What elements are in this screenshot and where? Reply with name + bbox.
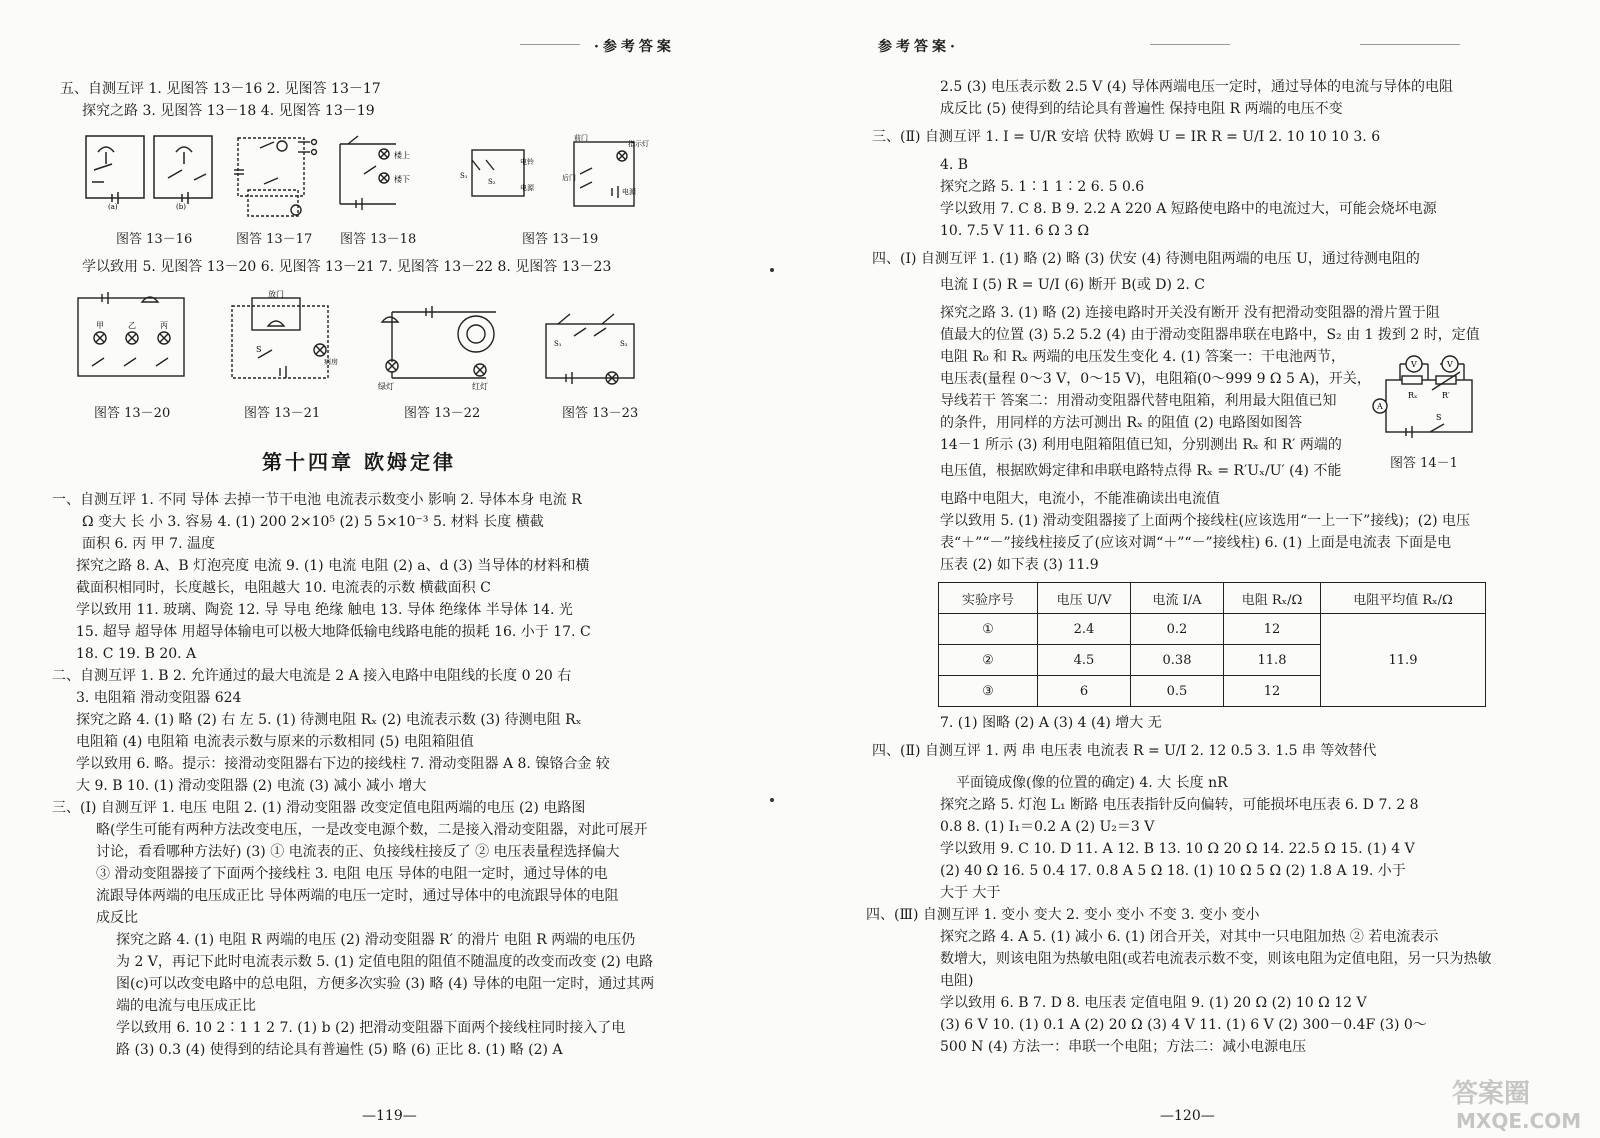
text-line: 探究之路 5. 1∶1 1∶2 6. 5 0.6 [940,179,1145,195]
text-line: 值最大的位置 (3) 5.2 5.2 (4) 由于滑动变阻器串联在电路中，S₂ 由 1 拨到 2 时，定值 [940,327,1480,343]
text-line: 三、(Ⅱ) 自测互评 1. I = U/R 安培 伏特 欧姆 U = IR R = U/I 2. 10 10 10 3. 6 [872,129,1381,145]
fig-label: 电源 [622,188,636,196]
binding-mark [770,798,774,802]
text-line: 探究之路 4. (1) 电阻 R 两端的电压 (2) 滑动变阻器 R′ 的滑片 电阻 R 两端的电压仍 [116,932,636,948]
text-line: 学以致用 9. C 10. D 11. A 12. B 13. 10 Ω 20 Ω 14. 22.5 Ω 15. (1) 4 V [940,841,1415,857]
circuit-diagram [72,288,192,384]
figure-14-1 [1370,350,1480,442]
text-line: 的条件，用同样的方法可测出 Rₓ 的阻值 (2) 电路图如图答 [940,415,1303,431]
text-line: 14－1 所示 (3) 利用电阻箱阻值已知，分别测出 Rₓ 和 R′ 两端的 [940,437,1342,453]
figure-13-19 [452,130,649,212]
page-number: —119— [362,1108,417,1124]
watermark-graphic [1446,1072,1596,1134]
text-line: 探究之路 5. 灯泡 L₁ 断路 电压表指针反向偏转，可能损坏电压表 6. D 7. 2 8 [940,797,1419,813]
text-line: 电路中电阻大，电流小，不能准确读出电流值 [940,491,1220,507]
figure-caption: 图答 13－18 [340,232,417,247]
text-line: 18. C 19. B 20. A [76,646,197,662]
header-rule [1150,44,1230,45]
text-line: 成反比 [96,910,138,926]
fig-label: 绿灯 [378,382,394,391]
fig-label: S₁ [460,172,468,180]
fig-label: 丙 [160,321,168,330]
header-rule [1360,44,1460,45]
text-line: 三、(Ⅰ) 自测互评 1. 电压 电阻 2. (1) 滑动变阻器 改变定值电阻两端的电压 (2) 电路图 [52,800,586,816]
text-line: 导线若干 答案二：用滑动变阻器代替电阻箱，利用最大阻值已知 [940,393,1337,409]
circuit-diagram [1370,350,1480,442]
fig-label: (b) [176,203,186,211]
fig-label: A [1377,402,1383,411]
text-line: 探究之路 8. A、B 灯泡亮度 电流 9. (1) 电流 电阻 (2) a、d (3) 当导体的材料和横 [76,558,590,574]
text-line: 学以致用 5. 见图答 13－20 6. 见图答 13－21 7. 见图答 13－22 8. 见图答 13－23 [82,259,612,275]
figure-13-17 [230,130,330,222]
text-line: 成反比 (5) 使得到的结论具有普遍性 保持电阻 R 两端的电压不变 [940,101,1343,117]
fig-label: 楼上 [394,151,410,160]
table-header: 电阻平均值 Rₓ/Ω [1321,583,1486,614]
figure-13-23 [540,306,640,386]
fig-label: 楼下 [394,175,410,184]
fig-label: V [1447,360,1453,369]
fig-label: 放门 [268,290,284,299]
fig-label: (a) [108,203,118,211]
text-line: 四、(Ⅱ) 自测互评 1. 两 串 电压表 电流表 R = U/I 2. 12 0.5 3. 1.5 串 等效替代 [872,743,1377,759]
fig-label: 电源 [520,184,534,192]
fig-label: R′ [1442,391,1450,400]
figure-caption: 图答 13－20 [94,406,171,421]
figure-caption: 图答 13－19 [522,232,599,247]
text-line: 探究之路 4. A 5. (1) 减小 6. (1) 闭合开关，对其中一只电阻加热 ② 若电流表示 [940,929,1439,945]
fig-label: Rₓ [1408,391,1418,400]
text-line: 截面积相同时，长度越长，电阻越大 10. 电流表的示数 横截面积 C [76,580,491,596]
text-line: 流跟导体两端的电压成正比 导体两端的电压一定时，通过导体中的电流跟导体的电阻 [96,888,619,904]
figure-caption: 图答 13－22 [404,406,481,421]
circuit-diagram [82,130,222,210]
circuit-diagram [376,292,506,392]
figure-13-20 [72,288,192,384]
circuit-diagram [228,288,338,384]
text-line: 学以致用 5. (1) 滑动变阻器接了上面两个接线柱(应该选用“一上一下”接线)；(2) 电压 [940,513,1471,529]
fig-label: 红灯 [472,382,488,391]
text-line: 一、自测互评 1. 不同 导体 去掉一节干电池 电流表示数变小 影响 2. 导体本身 电流 R [52,492,582,508]
figure-caption: 图答 13－21 [244,406,321,421]
fig-label: 指示灯 [628,140,649,148]
right-page [800,0,1600,1138]
table-row [939,614,1486,645]
page-number: —120— [1160,1108,1215,1124]
fig-label: 乙 [128,321,136,330]
figure-13-16 [82,130,222,210]
table-header: 电压 U/V [1038,583,1131,614]
text-line: 7. (1) 图略 (2) A (3) 4 (4) 增大 无 [940,715,1162,731]
table-header: 电阻 Rₓ/Ω [1224,583,1321,614]
text-line: 图(c)可以改变电路中的总电阻，方便多次实验 (3) 略 (4) 导体的电阻一定时，通过其两 [116,976,655,992]
text-line: 平面镜成像(像的位置的确定) 4. 大 长度 nR [956,775,1228,791]
text-line: 学以致用 7. C 8. B 9. 2.2 A 220 A 短路使电路中的电流过大，可能会烧坏电源 [940,201,1437,217]
figure-caption: 图答 13－17 [236,232,313,247]
fig-label: V [1411,360,1417,369]
table-cell: 0.2 [1131,614,1224,645]
text-line: 学以致用 6. 略。提示：接滑动变阻器右下边的接线柱 7. 滑动变阻器 A 8. 镍铬合金 较 [76,756,610,772]
text-line: 大 9. B 10. (1) 滑动变阻器 (2) 电流 (3) 减小 减小 增大 [76,778,427,794]
fig-label: 后门 [562,174,576,182]
table-average-cell: 11.9 [1321,614,1486,707]
figure-13-18 [334,130,420,212]
text-line: 大于 大于 [940,885,1001,901]
figure-caption: 图答 13－23 [562,406,639,421]
fig-label: 甲 [96,321,104,330]
figure-caption: 图答 13－16 [116,232,193,247]
text-line: 3. 电阻箱 滑动变阻器 624 [76,690,242,706]
text-line: 路 (3) 0.3 (4) 使得到的结论具有普遍性 (5) 略 (6) 正比 8. (1) 略 (2) A [116,1042,563,1058]
figure-caption: 图答 14－1 [1390,456,1458,471]
text-line: ③ 滑动变阻器接了下面两个接线柱 3. 电阻 电压 导体的电阻一定时，通过导体的电 [96,866,608,882]
fig-label: 前门 [574,134,588,142]
text-line: 五、自测互评 1. 见图答 13－16 2. 见图答 13－17 [60,81,381,97]
fig-label: 电铃 [520,158,534,166]
text-line: 探究之路 3. 见图答 13－18 4. 见图答 13－19 [82,103,375,119]
text-line: 4. B [940,157,969,173]
text-line: 探究之路 4. (1) 略 (2) 右 左 5. (1) 待测电阻 Rₓ (2) 电流表示数 (3) 待测电阻 Rₓ [76,712,582,728]
table-header: 实验序号 [939,583,1038,614]
fig-label: S₂ [620,340,628,348]
text-line: 略(学生可能有两种方法改变电压，一是改变电源个数，二是接入滑动变阻器，对此可展开 [96,822,648,838]
header-rule [520,44,580,45]
text-line: 讨论，看看哪种方法好) (3) ① 电流表的正、负接线柱接反了 ② 电压表量程选择偏大 [96,844,620,860]
text-line: 表“＋”“－”接线柱接反了(应该对调“＋”“－”接线柱) 6. (1) 上面是电流表 下面是电 [940,535,1452,551]
text-line: 2.5 (3) 电压表示数 2.5 V (4) 导体两端电压一定时，通过导体的电流与导体的电阻 [940,79,1454,95]
text-line: 电流 I (5) R = U/I (6) 断开 B(或 D) 2. C [940,277,1205,293]
table-cell: 11.8 [1224,645,1321,676]
text-line: (2) 40 Ω 16. 5 0.4 17. 0.8 A 5 Ω 18. (1) 10 Ω 5 Ω (2) 1.8 A 19. 小于 [940,863,1406,879]
text-line: 电压表(量程 0～3 V，0～15 V)，电阻箱(0～999 9 Ω 5 A)，开关， [940,371,1371,387]
running-header: ·参考答案 [594,39,675,55]
figure-13-21 [228,288,338,384]
fig-label: S [1436,413,1442,422]
table-cell: 0.38 [1131,645,1224,676]
text-line: 压表 (2) 如下表 (3) 11.9 [940,557,1099,573]
text-line: 数增大，则该电阻为热敏电阻(或若电流表示数不变，则该电阻为定值电阻，另一只为热敏 [940,951,1492,967]
text-line: 电阻 R₀ 和 Rₓ 两端的电压发生变化 4. (1) 答案一：干电池两节， [940,349,1345,365]
text-line: 探究之路 3. (1) 略 (2) 连接电路时开关没有断开 没有把滑动变阻器的滑片置于阻 [940,305,1440,321]
table-cell: 2.4 [1038,614,1131,645]
text-line: 端的电流与电压成正比 [116,998,256,1014]
text-line: 电阻) [940,973,974,989]
text-line: 为 2 V，再记下此时电流表示数 5. (1) 定值电阻的阻值不随温度的改变而改变 (2) 电路 [116,954,654,970]
table-cell: 12 [1224,676,1321,707]
text-line: 0.8 8. (1) I₁＝0.2 A (2) U₂＝3 V [940,819,1155,835]
text-line: 二、自测互评 1. B 2. 允许通过的最大电流是 2 A 接入电路中电阻线的长度 0 20 右 [52,668,572,684]
text-line: 500 N (4) 方法一：串联一个电阻；方法二：减小电源电压 [940,1039,1307,1055]
table-cell: ① [939,614,1038,645]
table-cell: 4.5 [1038,645,1131,676]
fig-label: S₁ [554,340,562,348]
table-cell: 6 [1038,676,1131,707]
text-line: 学以致用 11. 玻璃、陶瓷 12. 导 导电 绝缘 触电 13. 导体 绝缘体 半导体 14. 光 [76,602,573,618]
watermark-url: MXQE.COM [1456,1109,1582,1133]
table-cell: 0.5 [1131,676,1224,707]
text-line: 面积 6. 丙 甲 7. 温度 [82,536,215,552]
watermark-logo [1446,1072,1596,1134]
text-line: 学以致用 6. 10 2∶1 1 2 7. (1) b (2) 把滑动变阻器下面两个接线柱同时接入了电 [116,1020,626,1036]
text-line: 四、(Ⅰ) 自测互评 1. (1) 略 (2) 略 (3) 伏安 (4) 待测电阻两端的电压 U，通过待测电阻的 [872,251,1420,267]
watermark-title: 答案圈 [1452,1079,1531,1109]
text-line: 电压值，根据欧姆定律和串联电路特点得 Rₓ = R′Uₓ/U′ (4) 不能 [940,463,1342,479]
fig-label: S [256,345,262,354]
text-line: 电阻箱 (4) 电阻箱 电流表示数与原来的示数相同 (5) 电阻箱阻值 [76,734,474,750]
table-cell: ③ [939,676,1038,707]
table-cell: ② [939,645,1038,676]
text-line: (3) 6 V 10. (1) 0.1 A (2) 20 Ω (3) 4 V 11. (1) 6 V (2) 300－0.4F (3) 0～ [940,1017,1427,1033]
circuit-diagram [334,130,420,212]
table-header: 电流 I/A [1131,583,1224,614]
text-line: 四、(Ⅲ) 自测互评 1. 变小 变大 2. 变小 变小 不变 3. 变小 变小 [866,907,1260,923]
text-line: 15. 超导 超导体 用超导体输电可以极大地降低输电线路电能的损耗 16. 小于 17. C [76,624,591,640]
chapter-title: 第十四章 欧姆定律 [262,450,456,474]
fig-label: S₂ [488,178,496,186]
text-line: 10. 7.5 V 11. 6 Ω 3 Ω [940,223,1090,239]
circuit-diagram [540,306,640,386]
binding-mark [770,268,774,272]
figure-13-22 [376,292,506,392]
data-table [938,582,1486,707]
text-line: Ω 变大 长 小 3. 容易 4. (1) 200 2×10⁵ (2) 5 5×10⁻³ 5. 材料 长度 横截 [82,514,544,530]
running-header: 参考答案· [878,39,959,55]
text-line: 学以致用 6. B 7. D 8. 电压表 定值电阻 9. (1) 20 Ω (2) 10 Ω 12 V [940,995,1367,1011]
table-cell: 12 [1224,614,1321,645]
circuit-diagram [230,130,330,222]
table-header-row [939,583,1486,614]
fig-label: 病房 [324,358,338,366]
circuit-diagram [452,130,649,212]
